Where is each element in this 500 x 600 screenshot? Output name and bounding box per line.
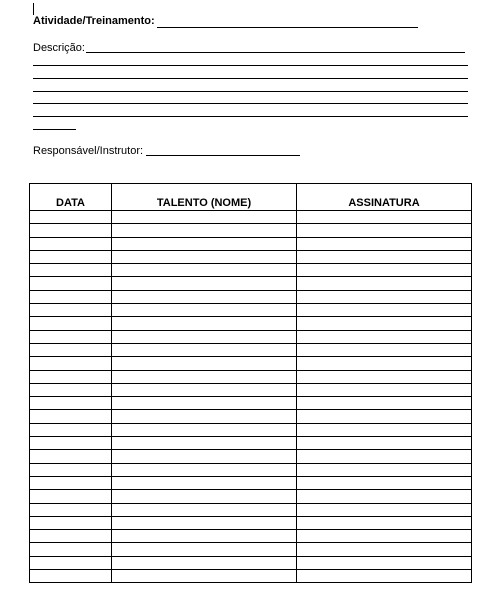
talent-name-cell[interactable] xyxy=(112,290,297,303)
instructor-label: Responsável/Instrutor: xyxy=(33,145,144,157)
date-cell[interactable] xyxy=(30,530,112,543)
date-column-header: DATA xyxy=(30,184,112,211)
table-row xyxy=(30,304,472,317)
description-line[interactable] xyxy=(33,91,468,92)
date-cell[interactable] xyxy=(30,503,112,516)
date-cell[interactable] xyxy=(30,357,112,370)
table-row xyxy=(30,343,472,356)
signature-cell[interactable] xyxy=(297,357,472,370)
table-row xyxy=(30,397,472,410)
attendance-table-body xyxy=(30,211,472,583)
signature-cell[interactable] xyxy=(297,264,472,277)
signature-cell[interactable] xyxy=(297,237,472,250)
date-cell[interactable] xyxy=(30,463,112,476)
table-row xyxy=(30,290,472,303)
table-row xyxy=(30,503,472,516)
talent-name-cell[interactable] xyxy=(112,556,297,569)
signature-cell[interactable] xyxy=(297,304,472,317)
talent-name-cell[interactable] xyxy=(112,476,297,489)
date-cell[interactable] xyxy=(30,570,112,583)
talent-name-cell[interactable] xyxy=(112,317,297,330)
description-line[interactable] xyxy=(33,103,468,104)
date-cell[interactable] xyxy=(30,224,112,237)
table-row xyxy=(30,370,472,383)
talent-name-cell[interactable] xyxy=(112,237,297,250)
signature-cell[interactable] xyxy=(297,423,472,436)
date-cell[interactable] xyxy=(30,410,112,423)
description-field-first-line[interactable] xyxy=(86,52,465,53)
date-cell[interactable] xyxy=(30,543,112,556)
signature-cell[interactable] xyxy=(297,410,472,423)
description-line[interactable] xyxy=(33,116,468,117)
instructor-field[interactable] xyxy=(146,155,300,156)
talent-name-cell[interactable] xyxy=(112,277,297,290)
talent-name-cell[interactable] xyxy=(112,330,297,343)
table-row xyxy=(30,423,472,436)
activity-label: Atividade/Treinamento: xyxy=(33,15,155,27)
table-row xyxy=(30,330,472,343)
table-header-row xyxy=(30,184,472,211)
table-row xyxy=(30,556,472,569)
date-cell[interactable] xyxy=(30,330,112,343)
talent-name-cell[interactable] xyxy=(112,264,297,277)
table-row xyxy=(30,264,472,277)
talent-name-column-header: TALENTO (NOME) xyxy=(112,184,297,211)
signature-cell[interactable] xyxy=(297,437,472,450)
date-cell[interactable] xyxy=(30,237,112,250)
signature-cell[interactable] xyxy=(297,370,472,383)
talent-name-cell[interactable] xyxy=(112,490,297,503)
date-cell[interactable] xyxy=(30,383,112,396)
date-cell[interactable] xyxy=(30,304,112,317)
signature-cell[interactable] xyxy=(297,277,472,290)
date-cell[interactable] xyxy=(30,450,112,463)
date-cell[interactable] xyxy=(30,437,112,450)
signature-cell[interactable] xyxy=(297,383,472,396)
date-cell[interactable] xyxy=(30,264,112,277)
talent-name-cell[interactable] xyxy=(112,450,297,463)
signature-cell[interactable] xyxy=(297,317,472,330)
date-cell[interactable] xyxy=(30,250,112,263)
description-label: Descrição: xyxy=(33,42,85,54)
activity-field[interactable] xyxy=(157,27,418,28)
attendance-table xyxy=(29,183,472,583)
signature-cell[interactable] xyxy=(297,224,472,237)
signature-cell[interactable] xyxy=(297,397,472,410)
table-row xyxy=(30,543,472,556)
text-cursor xyxy=(33,3,34,15)
signature-cell[interactable] xyxy=(297,556,472,569)
talent-name-cell[interactable] xyxy=(112,343,297,356)
talent-name-cell[interactable] xyxy=(112,543,297,556)
talent-name-cell[interactable] xyxy=(112,410,297,423)
signature-cell[interactable] xyxy=(297,463,472,476)
table-row xyxy=(30,437,472,450)
date-cell[interactable] xyxy=(30,556,112,569)
talent-name-cell[interactable] xyxy=(112,357,297,370)
date-cell[interactable] xyxy=(30,516,112,529)
description-line-last[interactable] xyxy=(33,129,76,130)
date-cell[interactable] xyxy=(30,343,112,356)
signature-cell[interactable] xyxy=(297,211,472,224)
table-row xyxy=(30,570,472,583)
talent-name-cell[interactable] xyxy=(112,423,297,436)
signature-cell[interactable] xyxy=(297,530,472,543)
table-row xyxy=(30,476,472,489)
date-cell[interactable] xyxy=(30,397,112,410)
signature-column-header: ASSINATURA xyxy=(297,184,472,211)
signature-cell[interactable] xyxy=(297,490,472,503)
table-row xyxy=(30,224,472,237)
table-row xyxy=(30,237,472,250)
date-cell[interactable] xyxy=(30,290,112,303)
signature-cell[interactable] xyxy=(297,543,472,556)
signature-cell[interactable] xyxy=(297,290,472,303)
talent-name-cell[interactable] xyxy=(112,250,297,263)
signature-cell[interactable] xyxy=(297,516,472,529)
date-cell[interactable] xyxy=(30,423,112,436)
date-cell[interactable] xyxy=(30,317,112,330)
date-cell[interactable] xyxy=(30,277,112,290)
talent-name-cell[interactable] xyxy=(112,437,297,450)
signature-cell[interactable] xyxy=(297,330,472,343)
signature-cell[interactable] xyxy=(297,570,472,583)
signature-cell[interactable] xyxy=(297,503,472,516)
date-cell[interactable] xyxy=(30,476,112,489)
date-cell[interactable] xyxy=(30,370,112,383)
signature-cell[interactable] xyxy=(297,450,472,463)
talent-name-cell[interactable] xyxy=(112,397,297,410)
signature-cell[interactable] xyxy=(297,343,472,356)
table-row xyxy=(30,357,472,370)
date-cell[interactable] xyxy=(30,490,112,503)
description-line[interactable] xyxy=(33,65,468,66)
talent-name-cell[interactable] xyxy=(112,570,297,583)
signature-cell[interactable] xyxy=(297,476,472,489)
table-row xyxy=(30,410,472,423)
talent-name-cell[interactable] xyxy=(112,516,297,529)
talent-name-cell[interactable] xyxy=(112,463,297,476)
table-row xyxy=(30,530,472,543)
table-row xyxy=(30,463,472,476)
talent-name-cell[interactable] xyxy=(112,530,297,543)
table-row xyxy=(30,516,472,529)
talent-name-cell[interactable] xyxy=(112,503,297,516)
description-line[interactable] xyxy=(33,78,468,79)
table-row xyxy=(30,317,472,330)
table-row xyxy=(30,211,472,224)
talent-name-cell[interactable] xyxy=(112,370,297,383)
table-row xyxy=(30,277,472,290)
table-row xyxy=(30,450,472,463)
talent-name-cell[interactable] xyxy=(112,211,297,224)
talent-name-cell[interactable] xyxy=(112,224,297,237)
table-row xyxy=(30,250,472,263)
date-cell[interactable] xyxy=(30,211,112,224)
table-row xyxy=(30,383,472,396)
talent-name-cell[interactable] xyxy=(112,383,297,396)
signature-cell[interactable] xyxy=(297,250,472,263)
table-row xyxy=(30,490,472,503)
talent-name-cell[interactable] xyxy=(112,304,297,317)
